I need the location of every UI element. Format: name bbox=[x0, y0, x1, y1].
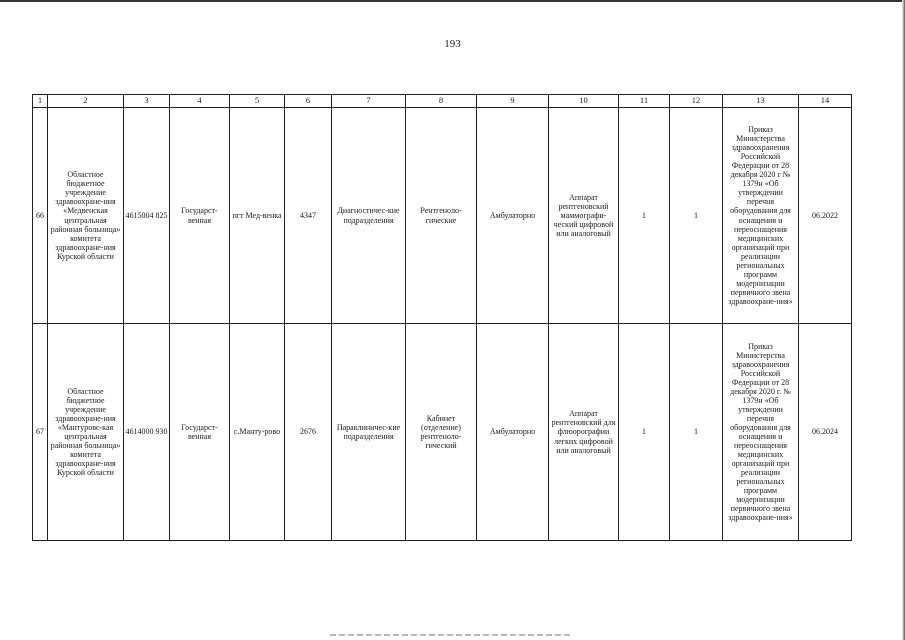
column-header: 3 bbox=[124, 95, 170, 108]
column-header: 12 bbox=[670, 95, 723, 108]
column-header: 13 bbox=[723, 95, 799, 108]
quantity-cell: 1 bbox=[670, 108, 723, 324]
date-cell: 06.2024 bbox=[799, 324, 852, 541]
column-header: 8 bbox=[406, 95, 477, 108]
table-row bbox=[33, 108, 852, 324]
row-number-cell: 67 bbox=[33, 324, 48, 541]
legal-basis-cell: Приказ Министерства здравоохранения Российской Федерации от 28 декабря 2020 г № 1379н «Об утверждении перечня оборудования для оснащения и переоснащения медицинских организаций при реализации региональных программ модернизации первичного звена здравоохране-ния» bbox=[723, 108, 799, 324]
locality-cell: с.Манту-рово bbox=[230, 324, 285, 541]
code-cell: 4615004 825 bbox=[124, 108, 170, 324]
care-type-cell: Амбулаторно bbox=[477, 108, 549, 324]
column-header: 1 bbox=[33, 95, 48, 108]
column-header: 2 bbox=[48, 95, 124, 108]
column-header: 5 bbox=[230, 95, 285, 108]
scan-edge-bottom bbox=[330, 634, 570, 636]
code-cell: 4614000 930 bbox=[124, 324, 170, 541]
column-header: 9 bbox=[477, 95, 549, 108]
count-cell: 4347 bbox=[285, 108, 332, 324]
locality-cell: пгт Мед-венка bbox=[230, 108, 285, 324]
unit-cell: Рентгеноло-гические bbox=[406, 108, 477, 324]
unit-cell: Кабинет (отделение) рентгеноло-гический bbox=[406, 324, 477, 541]
equipment-cell: Аппарат рентгеновский маммографи-ческий цифровой или аналоговый bbox=[549, 108, 619, 324]
row-number-cell: 66 bbox=[33, 108, 48, 324]
count-cell: 2676 bbox=[285, 324, 332, 541]
table-row bbox=[33, 324, 852, 541]
organization-cell: Областное бюджетное учреждение здравоохране-ния «Медвенская центральная районная больница» комитета здравоохране-ния Курской области bbox=[48, 108, 124, 324]
quantity-cell: 1 bbox=[619, 324, 670, 541]
quantity-cell: 1 bbox=[670, 324, 723, 541]
organization-cell: Областное бюджетное учреждение здравоохране-ния «Мантуровс-кая центральная районная больница» комитета здравоохране-ния Курской области bbox=[48, 324, 124, 541]
ownership-cell: Государст-венная bbox=[170, 324, 230, 541]
division-cell: Диагностичес-кие подразделения bbox=[332, 108, 406, 324]
scan-edge-top bbox=[0, 0, 905, 2]
page-number: 193 bbox=[444, 38, 461, 50]
column-header: 14 bbox=[799, 95, 852, 108]
equipment-cell: Аппарат рентгеновский для флюорографии легких цифровой или аналоговый bbox=[549, 324, 619, 541]
column-header: 10 bbox=[549, 95, 619, 108]
table-header-row bbox=[33, 95, 852, 108]
column-header: 4 bbox=[170, 95, 230, 108]
quantity-cell: 1 bbox=[619, 108, 670, 324]
division-cell: Параклиничес-кие подразделения bbox=[332, 324, 406, 541]
legal-basis-cell: Приказ Министерства здравоохранения Российской Федерации от 28 декабря 2020 г. № 1379н «Об утверждении перечня оборудования для оснащения и переоснащения медицинских организаций при реализации региональных программ модернизации первичного звена здравоохране-ния» bbox=[723, 324, 799, 541]
ownership-cell: Государст-венная bbox=[170, 108, 230, 324]
date-cell: 06.2022 bbox=[799, 108, 852, 324]
column-header: 7 bbox=[332, 95, 406, 108]
care-type-cell: Амбулаторно bbox=[477, 324, 549, 541]
column-header: 6 bbox=[285, 95, 332, 108]
column-header: 11 bbox=[619, 95, 670, 108]
equipment-table bbox=[32, 94, 852, 541]
